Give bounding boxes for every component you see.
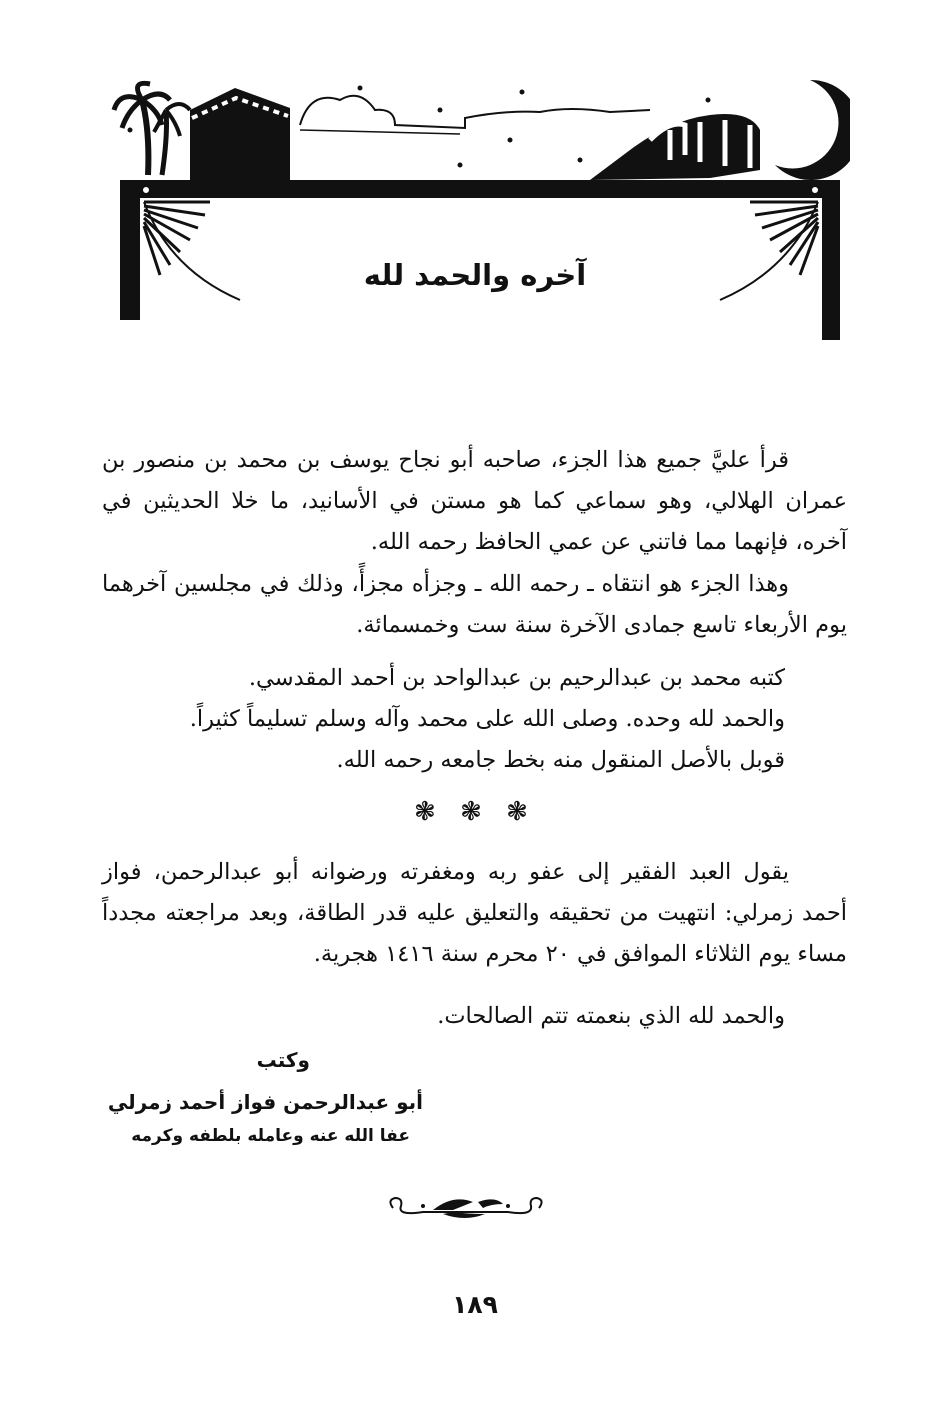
paragraph-part-description: وهذا الجزء هو انتقاه ـ رحمه الله ـ وجزأه مجزأً، وذلك في مجلسين آخرهما يوم الأربعاء تاسع جمادى الآخرة سنة ست وخمسمائة.: [102, 571, 847, 638]
kaaba-icon: [190, 88, 290, 180]
mosque-silhouette-icon: [590, 114, 760, 180]
signature-wrote: وكتب: [256, 1048, 310, 1072]
floral-divider-icon: [383, 1188, 548, 1224]
page-title: آخره والحمد لله: [363, 258, 587, 292]
palm-tree-icon: [114, 83, 190, 175]
signature-name: أبو عبدالرحمن فواز أحمد زمرلي: [107, 1090, 423, 1114]
collation-line: قوبل بالأصل المنقول منه بخط جامعه رحمه الله.: [336, 747, 785, 773]
praise-line: والحمد لله وحده. وصلى الله على محمد وآله وسلم تسليماً كثيراً.: [189, 706, 785, 732]
decorative-header-frame: [110, 70, 850, 350]
paragraph-reading-record: قرأ عليَّ جميع هذا الجزء، صاحبه أبو نجاح يوسف بن محمد بن منصور بن عمران الهلالي، وهو سماعي كما هو مستن في الأسانيد، ما خلا الحديثين في آخره، فإنهما مما فاتني عن عمي الحافظ رحمه الله.: [102, 447, 847, 555]
closing-praise-line: والحمد لله الذي بنعمته تتم الصالحات.: [437, 1003, 785, 1029]
crescent-icon: [775, 80, 850, 180]
scribe-line: كتبه محمد بن عبدالرحيم بن عبدالواحد بن أحمد المقدسي.: [248, 665, 785, 691]
section-separator: ❃ ❃ ❃: [414, 797, 536, 827]
page-number: ١٨٩: [452, 1290, 498, 1319]
paragraph-editor-note: يقول العبد الفقير إلى عفو ربه ومغفرته ورضوانه أبو عبدالرحمن، فواز أحمد زمرلي: انتهيت من تحقيقه والتعليق عليه قدر الطاقة، وبعد مراجعته مجدداً مساء يوم الثلاثاء الموافق في ٢٠ محرم سنة ١٤١٦ هجرية.: [102, 859, 847, 967]
signature-prayer: عفا الله عنه وعامله بلطفه وكرمه: [131, 1126, 410, 1146]
